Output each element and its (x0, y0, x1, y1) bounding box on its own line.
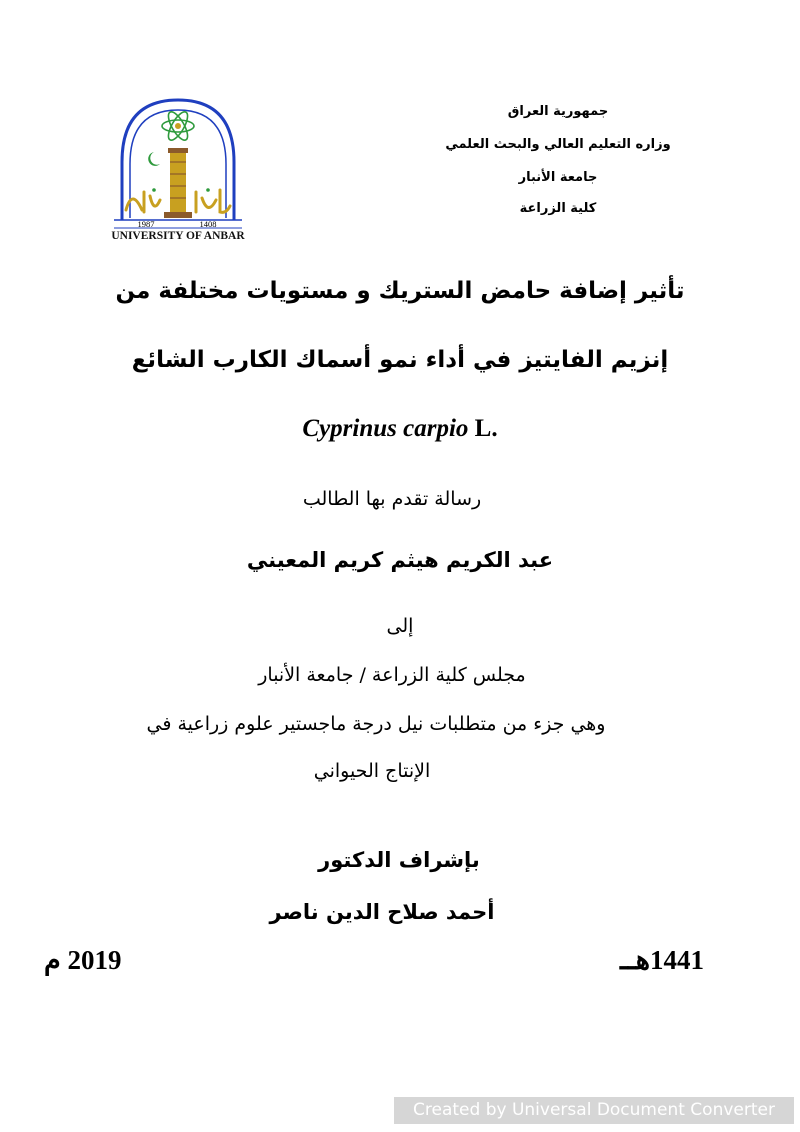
header-ministry: وزاره التعليم العالي والبحث العلمي (445, 137, 671, 152)
species-binomial: Cyprinus carpio (302, 415, 469, 442)
student-name: عبد الكريم هيثم كريم المعيني (246, 548, 554, 572)
supervisor-name: أحمد صلاح الدين ناصر (269, 900, 495, 924)
thesis-title-line1: تأثير إضافة حامض الستريك و مستويات مختلفة من (115, 278, 685, 304)
submission-intro: رسالة تقدم بها الطالب (302, 488, 482, 510)
thesis-species-name (0, 415, 800, 443)
submission-requirement: وهي جزء من متطلبات نيل درجة ماجستير علوم زراعية في (146, 713, 606, 735)
date-hijri: 1441هــ (619, 945, 704, 975)
converter-watermark: Created by Universal Document Converter (394, 1097, 794, 1124)
logo-university-name: UNIVERSITY OF ANBAR (111, 230, 245, 242)
submission-to: إلى (386, 615, 414, 637)
submission-field: الإنتاج الحيواني (313, 760, 431, 782)
submission-council: مجلس كلية الزراعة / جامعة الأنبار (258, 664, 526, 686)
thesis-title-line2: إنزيم الفايتيز في أداء نمو أسماك الكارب الشائع (131, 347, 669, 373)
university-logo (108, 92, 248, 248)
logo-year-hijri: 1408 (199, 219, 217, 229)
header-country: جمهورية العراق (507, 104, 609, 119)
header-university: جامعة الأنبار (518, 170, 598, 185)
logo-year-gregorian: 1987 (137, 219, 155, 229)
species-author: L. (474, 415, 498, 442)
supervision-label: بإشراف الدكتور (318, 848, 480, 872)
header-college: كلية الزراعة (519, 201, 597, 216)
date-gregorian: 2019 م (44, 945, 122, 975)
